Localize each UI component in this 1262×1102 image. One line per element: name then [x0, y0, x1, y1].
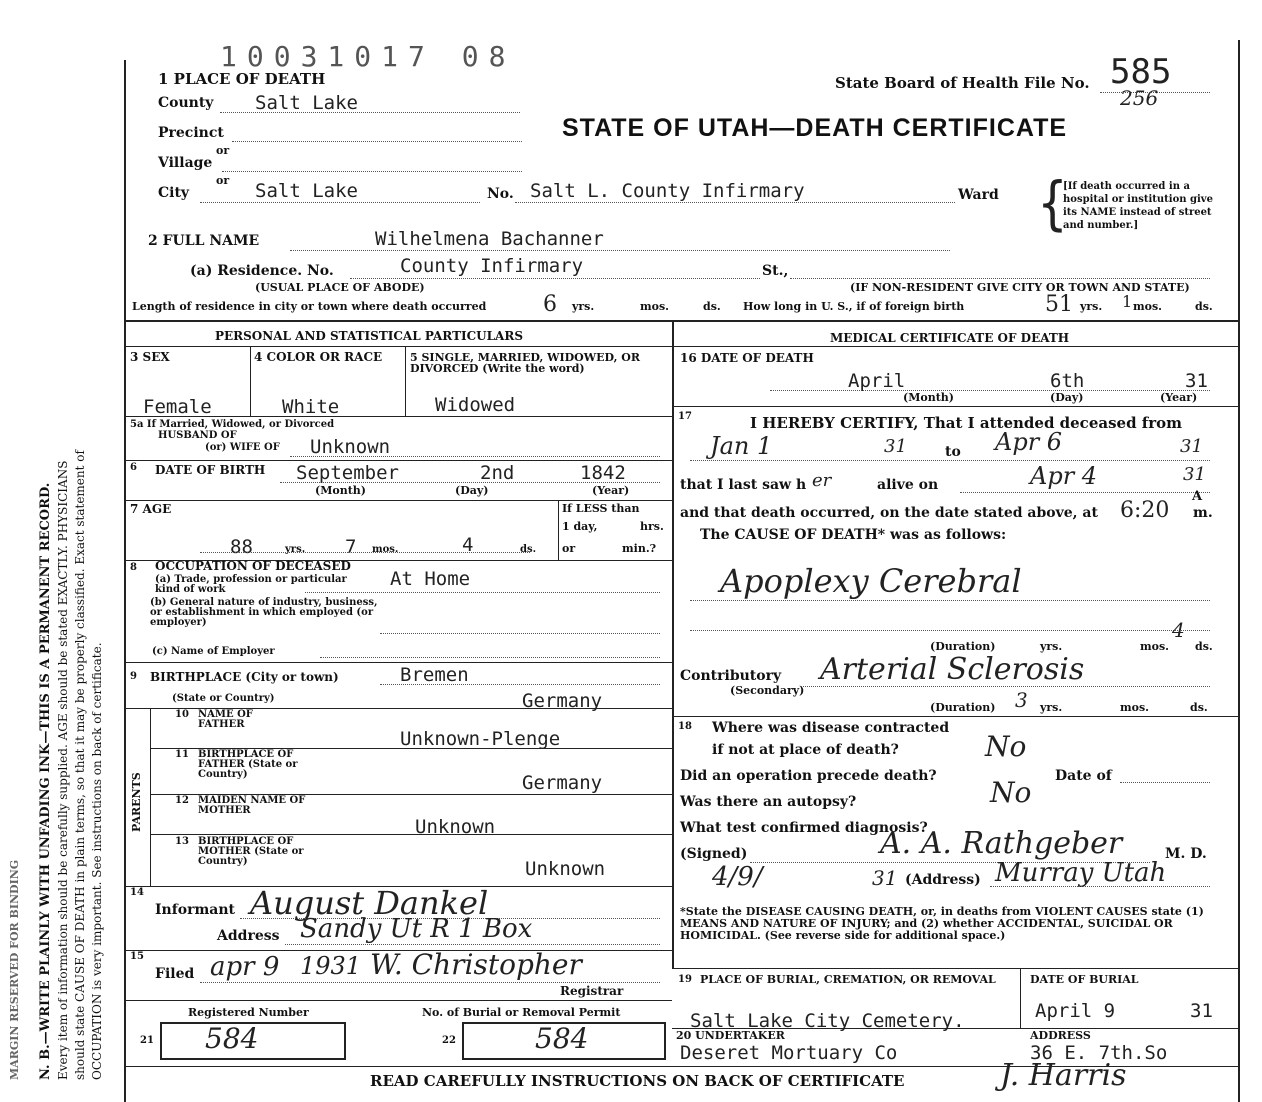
contracted-answer: No: [985, 730, 1027, 763]
certificate-title: STATE OF UTAH—DEATH CERTIFICATE: [562, 114, 1068, 142]
last-saw-text: that I last saw h: [680, 477, 807, 493]
filed-label: Filed: [155, 966, 195, 982]
age-yrs: 88: [230, 536, 253, 558]
serial-number: 10031017 08: [220, 40, 516, 73]
physician-signature: A. A. Rathgeber: [880, 826, 1123, 861]
address-label: Address: [217, 928, 280, 944]
filed-date: apr 9: [210, 952, 280, 982]
autopsy-answer: No: [990, 776, 1032, 809]
personal-header: PERSONAL AND STATISTICAL PARTICULARS: [215, 329, 524, 343]
age-mos: 7: [345, 536, 357, 558]
county-label: County: [158, 95, 214, 111]
birthplace-country: Germany: [522, 690, 603, 712]
husband-value: Unknown: [310, 436, 391, 458]
occupation-value: At Home: [390, 568, 471, 590]
undertaker-signature: J. Harris: [1000, 1058, 1127, 1093]
attended-from: Jan 1: [710, 432, 773, 460]
informant-address: Sandy Ut R 1 Box: [300, 914, 533, 944]
age-label: 7 AGE: [130, 502, 172, 516]
informant-signature: August Dankel: [250, 884, 489, 922]
st-label: St.,: [762, 263, 789, 279]
last-saw-date: Apr 4: [1030, 462, 1098, 490]
us-yrs: 51: [1045, 292, 1073, 317]
filed-year: 1931: [300, 952, 362, 980]
sex-label: 3 SEX: [130, 350, 170, 364]
mother-name: Unknown: [415, 816, 496, 838]
undertaker-address: 36 E. 7th.So: [1030, 1042, 1168, 1064]
dob-day: 2nd: [480, 462, 515, 484]
full-name-value: Wilhelmena Bachanner: [375, 228, 604, 250]
death-year: 31: [1185, 370, 1208, 392]
death-day: 6th: [1050, 370, 1085, 392]
burial-year: 31: [1190, 1000, 1213, 1022]
institution-value: Salt L. County Infirmary: [530, 180, 805, 202]
duration-months: 4: [1172, 618, 1185, 642]
signed-label: (Signed): [680, 846, 748, 862]
registrar-signature: W. Christopher: [370, 948, 582, 981]
column-divider: [672, 320, 674, 968]
death-occurred-text: and that death occurred, on the date stated above, at: [680, 505, 1098, 521]
dob-year: 1842: [580, 462, 626, 484]
color-label: 4 COLOR OR RACE: [254, 350, 383, 364]
signed-date: 4/9/: [712, 862, 763, 892]
signed-year: 31: [872, 866, 898, 890]
date-of-death-label: 16 DATE OF DEATH: [680, 351, 814, 365]
side-note-1: N. B.—WRITE PLAINLY WITH UNFADING INK—THIS IS A PERMANENT RECORD.: [38, 482, 53, 1080]
length-residence-label: Length of residence in city or town where death occurred: [132, 300, 487, 313]
burial-date: April 9: [1035, 1000, 1116, 1022]
city-value: Salt Lake: [255, 180, 358, 202]
full-name-label: 2 FULL NAME: [148, 233, 260, 249]
contributory-cause: Arterial Sclerosis: [820, 652, 1085, 687]
marital-label: 5 SINGLE, MARRIED, WIDOWED, OR DIVORCED (Write the word): [410, 351, 641, 375]
registered-number: 584: [205, 1022, 259, 1055]
age-days: 4: [462, 534, 474, 556]
sex-value: Female: [143, 396, 212, 418]
county-value: Salt Lake: [255, 92, 358, 114]
burial-permit-number: 584: [535, 1022, 589, 1055]
file-no: 585: [1110, 52, 1172, 92]
hospital-note: [If death occurred in a hospital or institution give its NAME instead of street and number.]: [1063, 181, 1213, 231]
mother-birthplace: Unknown: [525, 858, 606, 880]
village-label: Village: [158, 155, 213, 171]
side-note-4: OCCUPATION is very important. See instructions on back of certificate.: [90, 642, 104, 1080]
registrar-label: Registrar: [560, 984, 624, 998]
how-long-us-label: How long in U. S., if of foreign birth: [743, 300, 965, 313]
physician-address: Murray Utah: [995, 858, 1167, 888]
time-of-death: 6:20: [1120, 498, 1170, 523]
no-label: No.: [487, 186, 514, 202]
death-month: April: [848, 370, 906, 392]
usual-place-label: (USUAL PLACE OF ABODE): [255, 281, 425, 294]
residence-label: (a) Residence. No.: [190, 263, 334, 279]
informant-label: Informant: [155, 902, 235, 918]
side-note-3: should state CAUSE OF DEATH in plain terms, so that it may be properly classified. Exact statement of: [73, 450, 87, 1080]
residence-value: County Infirmary: [400, 255, 584, 277]
birthplace-city: Bremen: [400, 664, 469, 686]
contributory-label: Contributory: [680, 668, 782, 684]
parents-label: PARENTS: [130, 772, 143, 832]
undertaker-name: Deseret Mortuary Co: [680, 1042, 898, 1064]
color-value: White: [282, 396, 340, 418]
certify-text: I HEREBY CERTIFY, That I attended deceased from: [750, 414, 1183, 432]
precinct-label: Precinct: [158, 125, 224, 141]
place-of-death-label: 1 PLACE OF DEATH: [158, 70, 326, 88]
side-note-2: Every item of information should be carefully supplied. AGE should be stated EXACTLY. PHYSICIANS: [56, 460, 70, 1080]
cause-footnote: *State the DISEASE CAUSING DEATH, or, in deaths from VIOLENT CAUSES state (1) MEANS AND NATURE OF INJURY; and (2) whether ACCIDENTAL, SUICIDAL OR HOMICIDAL. (See reverse side for additional space.): [680, 905, 1204, 942]
form-right-border: [1238, 40, 1240, 1102]
attended-to: Apr 6: [995, 428, 1063, 456]
footer-instructions: READ CAREFULLY INSTRUCTIONS ON BACK OF CERTIFICATE: [370, 1072, 905, 1090]
medical-header: MEDICAL CERTIFICATE OF DEATH: [830, 331, 1070, 345]
dob-month: September: [296, 462, 399, 484]
nonresident-note: (IF NON-RESIDENT GIVE CITY OR TOWN AND STATE): [850, 281, 1190, 294]
file-no-alt: 256: [1120, 86, 1159, 110]
cause-of-death: Apoplexy Cerebral: [720, 562, 1022, 600]
file-no-label: State Board of Health File No.: [835, 74, 1090, 92]
burial-place: Salt Lake City Cemetery.: [690, 1010, 965, 1032]
length-residence-yrs: 6: [543, 292, 557, 317]
form-left-border: [124, 60, 126, 1102]
father-birthplace: Germany: [522, 772, 603, 794]
side-note-binding: MARGIN RESERVED FOR BINDING: [8, 859, 21, 1080]
marital-value: Widowed: [435, 394, 516, 416]
occupation-label: OCCUPATION OF DECEASED: [155, 559, 351, 573]
dob-label: DATE OF BIRTH: [155, 463, 266, 477]
us-mos: 1: [1122, 292, 1133, 311]
city-label: City: [158, 185, 190, 201]
father-name: Unknown-Plenge: [400, 728, 561, 750]
contributory-years: 3: [1015, 688, 1028, 712]
birthplace-label: BIRTHPLACE (City or town): [150, 670, 339, 684]
cause-text: The CAUSE OF DEATH* was as follows:: [700, 527, 1007, 543]
ward-label: Ward: [958, 187, 999, 203]
